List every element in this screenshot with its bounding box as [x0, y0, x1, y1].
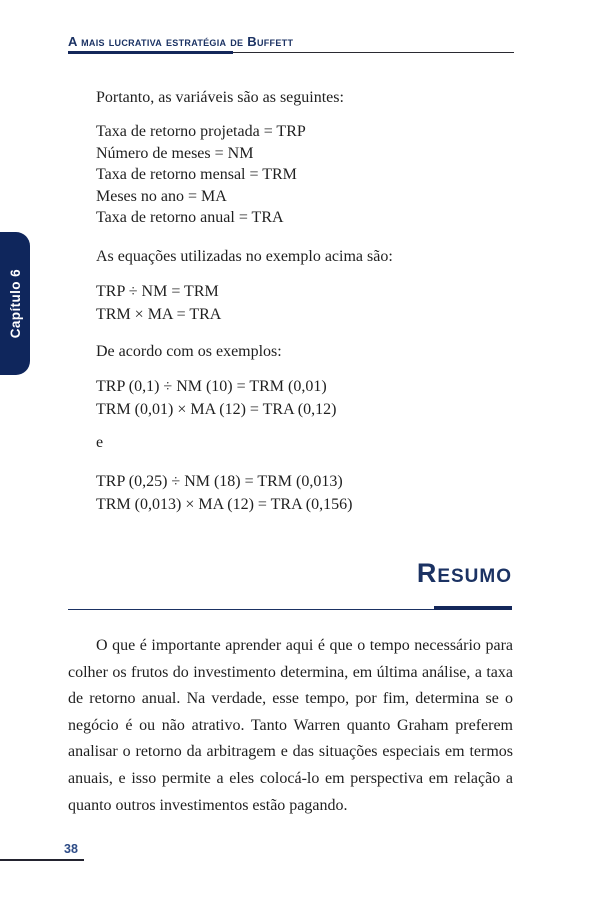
header-rule-thick: [68, 51, 233, 54]
example-line: TRM (0,01) × MA (12) = TRA (0,12): [96, 400, 337, 418]
equation-line: TRM × MA = TRA: [96, 305, 222, 323]
footer-rule: [0, 859, 84, 861]
example1-list: [96, 376, 336, 421]
section-rule-thick: [434, 606, 512, 610]
variable-line: Número de meses = NM: [96, 144, 254, 162]
page-number: 38: [64, 842, 78, 856]
summary-paragraph: O que é importante aprender aqui é que o tempo necessário para colher os frutos do investimento determina, em última análise, a taxa de retorno anual. Na verdade, esse tempo, por fim, determina se o negócio é ou não atrativo. Tanto Warren quanto Graham preferem analisar o retorno da arbitragem e das situações especiais em termos anuais, e isso permite a eles colocá-lo em perspectiva em relação a quanto outros investimentos estão pagando.: [68, 637, 513, 814]
variable-line: Taxa de retorno anual = TRA: [96, 209, 284, 226]
variable-line: Taxa de retorno mensal = TRM: [96, 166, 297, 183]
variable-line: Taxa de retorno projetada = TRP: [96, 123, 306, 140]
connector-line: e: [96, 434, 104, 451]
header-rule-thin: [233, 52, 514, 53]
equation-line: TRP ÷ NM = TRM: [96, 283, 219, 300]
chapter-tab-label: Capítulo 6: [7, 268, 23, 339]
equations-intro-line: As equações utilizadas no exemplo acima são:: [96, 248, 393, 265]
example-line: TRP (0,25) ÷ NM (18) = TRM (0,013): [96, 473, 343, 490]
running-header-title: A mais lucrativa estratégia de Buffett: [68, 34, 294, 49]
example-line: TRM (0,013) × MA (12) = TRA (0,156): [96, 495, 353, 513]
equations-list: [96, 281, 221, 326]
chapter-tab: [0, 232, 30, 375]
variables-list: [96, 121, 306, 229]
examples-intro-line: De acordo com os exemplos:: [96, 343, 282, 360]
example2-list: [96, 471, 352, 516]
intro-line: Portanto, as variáveis são as seguintes:: [96, 89, 344, 106]
section-heading-resumo: Resumo: [416, 558, 512, 588]
example-line: TRP (0,1) ÷ NM (10) = TRM (0,01): [96, 378, 327, 395]
variable-line: Meses no ano = MA: [96, 187, 227, 205]
